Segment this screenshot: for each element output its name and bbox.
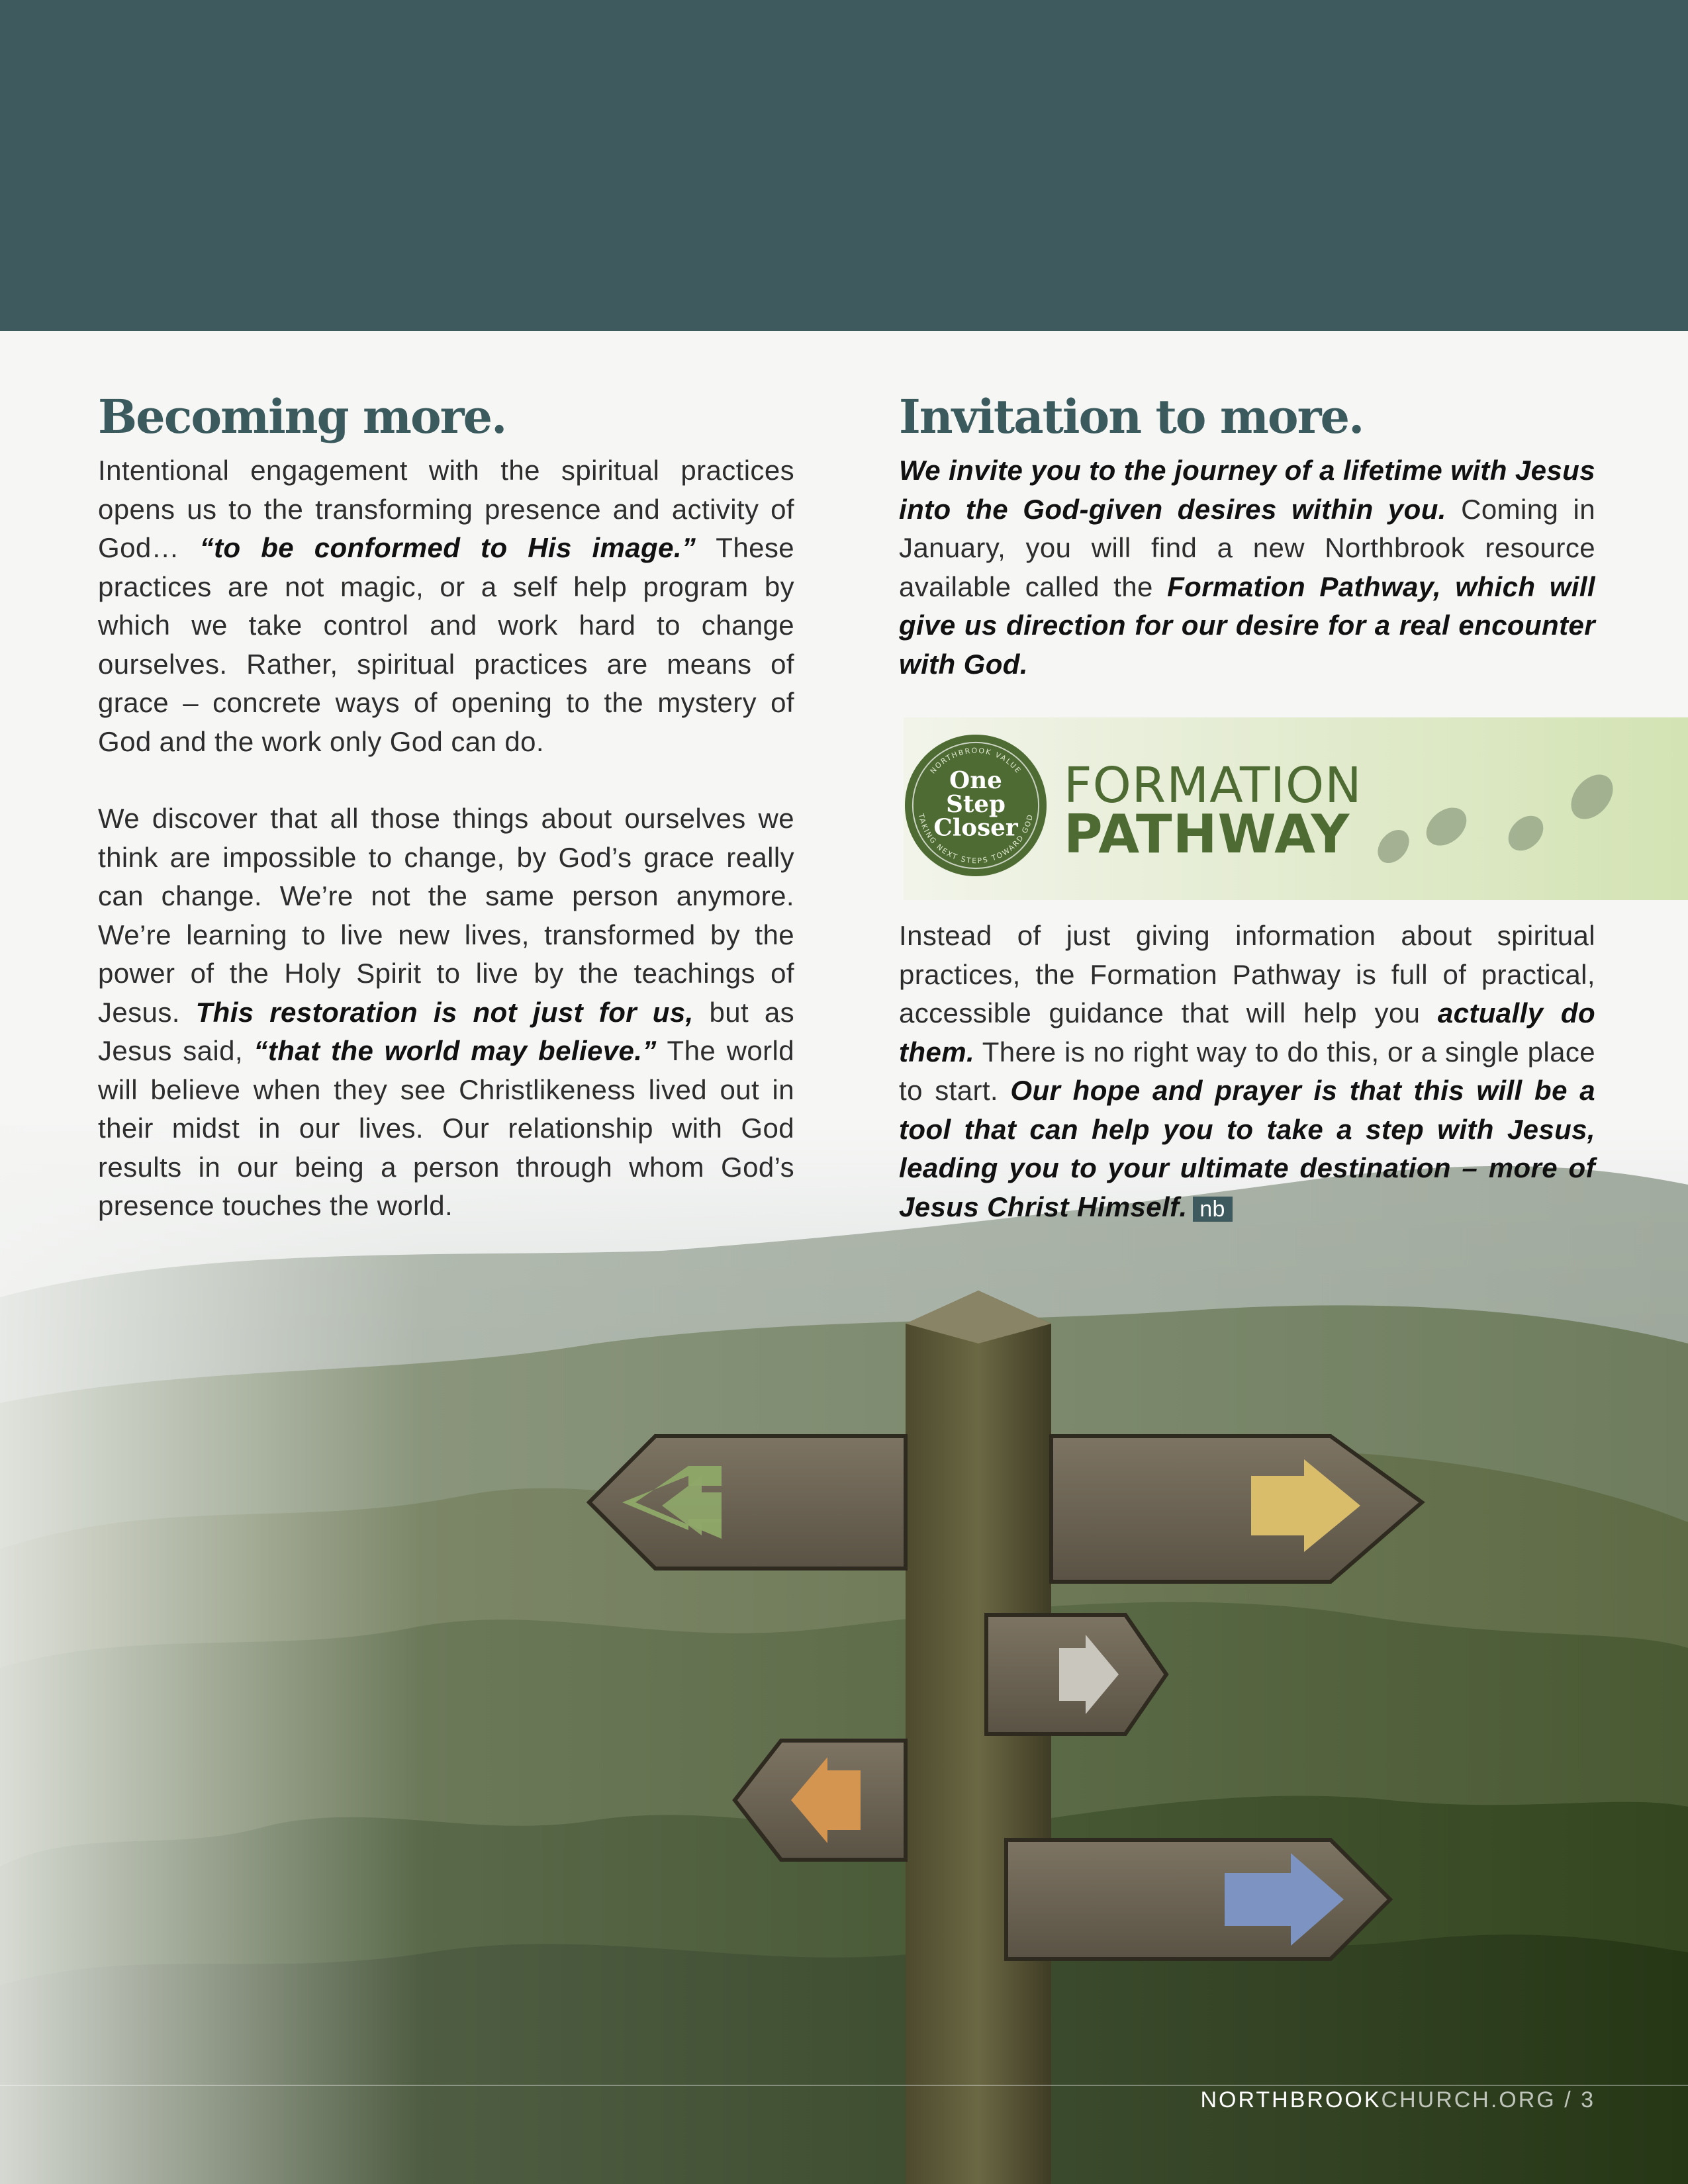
right-column <box>899 384 1595 684</box>
emphasis-text: Formation Pathway, which will give us direction for our desire for a real encounter with God. <box>899 570 1595 680</box>
becoming-more-heading: Becoming more. <box>98 389 506 444</box>
left-paragraph-2 <box>98 799 794 1226</box>
left-column <box>98 384 794 1226</box>
header-band <box>0 0 1688 331</box>
emphasis-text: Our hope and prayer is that this will be a tool that can help you to take a step with Jesus, leading you to your ultimate destination – more of Jesus Christ Himself. <box>899 1075 1596 1222</box>
banner-title-line-1: FORMATION <box>1064 757 1362 814</box>
left-paragraph-1 <box>98 451 794 761</box>
text-run: The world will believe when they see Christlikeness lived out in their midst in our lives. Our relationship with God results in our being a person through whom God’s presence touches the world. <box>98 1035 794 1221</box>
emphasis-text: This restoration is not just for us, <box>195 996 694 1028</box>
emphasis-quote: “that the world may believe.” <box>254 1035 657 1066</box>
badge-ring-bottom: TAKING NEXT STEPS TOWARD GOD <box>916 813 1035 866</box>
footer-brand-rest: CHURCH.ORG / 3 <box>1381 2087 1595 2113</box>
badge-line-3: Closer <box>933 814 1018 842</box>
emphasis-text: We invite you to the journey of a lifetime with Jesus into the God-given desires within you. <box>899 455 1595 525</box>
one-step-closer-badge-icon <box>904 733 1048 878</box>
formation-pathway-banner <box>904 717 1688 900</box>
footprints-icon <box>1367 757 1671 876</box>
text-run: Intentional engagement with the spiritual practices opens us to the transforming presence and activity of God… <box>98 455 794 563</box>
invitation-heading: Invitation to more. <box>899 389 1364 444</box>
badge-ring-top: NORTHBROOK VALUE <box>928 746 1023 776</box>
banner-title <box>1064 757 1362 865</box>
signpost-landscape-image <box>0 1125 1688 2184</box>
text-run: Instead of just giving information about spiritual practices, the Formation Pathway is full of practical, accessible guidance that will help you <box>899 920 1595 1028</box>
text-run: There is no right way to do this, or a single place to start. <box>899 1036 1595 1106</box>
right-column-lower <box>899 917 1595 1226</box>
banner-title-line-2: PATHWAY <box>1064 803 1350 865</box>
text-run: These practices are not magic, or a self help program by which we take control and work hard to change ourselves. Rather, spiritual practices are means of grace – concrete ways of opening to the mystery of God and the work only God can do. <box>98 532 795 757</box>
right-paragraph-1 <box>899 451 1595 684</box>
right-paragraph-2 <box>899 917 1595 1226</box>
emphasis-quote: “to be conformed to His image.” <box>199 532 696 563</box>
badge-line-1: One <box>949 767 1002 795</box>
footer-page-label <box>1200 2083 1595 2116</box>
text-run: We discover that all those things about ourselves we think are impossible to change, by God’s grace really can change. We’re not the same person anymore. We’re learning to live new lives, transformed by the power of the Holy Spirit to live by the teachings of Jesus. <box>98 803 794 1028</box>
text-run: but as Jesus said, <box>98 996 794 1066</box>
badge-line-2: Step <box>946 790 1006 818</box>
nb-end-mark-icon: nb <box>1193 1197 1233 1222</box>
footer-brand-bold: NORTHBROOK <box>1200 2087 1382 2113</box>
text-run: Coming in January, you will find a new Northbrook resource available called the <box>899 493 1595 602</box>
emphasis-text: actually do them. <box>899 997 1595 1068</box>
